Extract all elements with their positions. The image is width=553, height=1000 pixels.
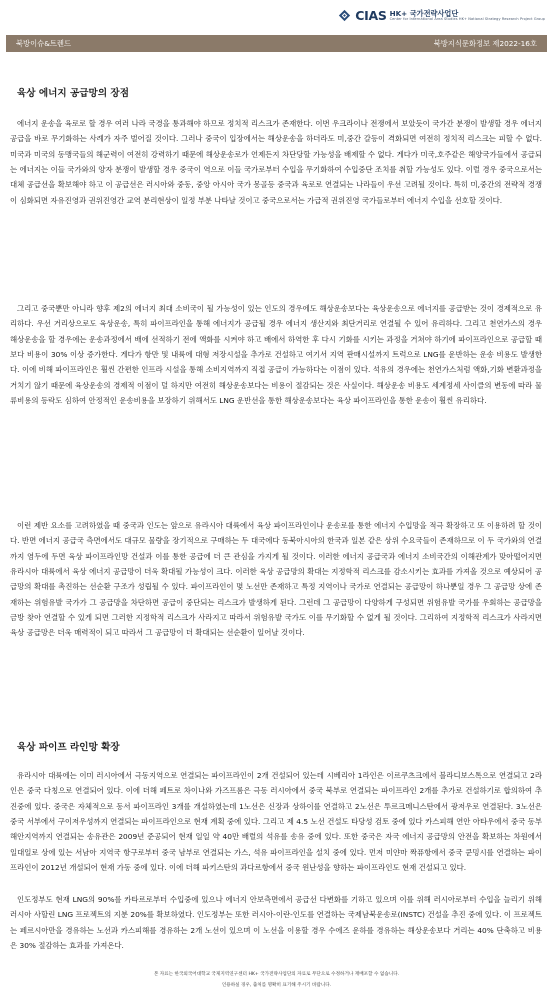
org-name: HK+ 국가전략사업단 (389, 8, 459, 18)
header-logo (337, 8, 545, 23)
issue-number: 북방지식문화정보 제2022-16호 (433, 38, 537, 48)
footer-citation: 인용하실 경우, 출처를 명확히 표기해 주시기 바랍니다. (221, 983, 332, 988)
paragraph-3: 이런 제반 요소를 고려하였을 때 중국과 인도는 앞으로 유라시아 대륙에서 육상 파이프라인이나 운송로를 통한 에너지 수입망을 적극 확장하고 또 이용하려 할 것이다. 반면 에너지 공급국 측면에서도 대규모 물량을 장기적으로 구매하는 두 대국에다 동북아시아의 한국과 일본 같은 상위 수요국들이 존재하므로 이 두 국가와의 연결까지 염두에 두면 육상 파이프라인망 건설과 이를 통한 공급에 더 큰 관심을 가지게 될 것이다. 이러한 에너지 공급국과 에너지 소비국간의 이해관계가 맞아떨어지면 유라시아 대륙에서 육상 에너지 공급망이 더욱 확대될 가능성이 크다. 이러한 육상 공급망의 확대는 지정학적 리스크를 감소시키는 효과를 가져올 것으로 예상되어 공급망의 확대를 촉진하는 선순환 구조가 성립될 수 있다. 파이프라인이 몇 노선만 존재하고 특정 지역이나 국가로 연결되는 공급망이 하나뿐일 경우 그 공급망 상에 존재하는 위험유발 국가가 그 공급망을 차단하면 공급이 중단되는 리스크가 발생하게 된다. 그런데 그 공급망이 다양하게 구성되면 위험유발 국가를 우회하는 공급망을 금방 찾아 연결할 수 있게 되면 그러한 지정학적 리스크가 사라지고 따라서 위험유발 국가도 이를 무기화할 수 없게 될 것이다. 그리하여 지정학적 리스크가 사라지면 육상 공급망은 더욱 매력적이 되고 따라서 그 공급망이 더 확대되는 선순환이 일어날 것이다. (10, 521, 542, 638)
paragraph-2: 그리고 중국뿐만 아니라 향후 제2의 에너지 최대 소비국이 될 가능성이 있는 인도의 경우에도 해상운송보다는 육상운송으로 에너지를 공급받는 것이 경제적으로 유리하다. 우선 거리상으로도 육상운송, 특히 파이프라인을 통해 에너지가 공급될 경우 에너지 생산지와 최단거리로 연결될 수 있어 유리하다. 그리고 천연가스의 경우 해상운송을 할 경우에는 운송과정에서 배에 선적하기 전에 액화를 시켜야 하고 배에서 하역한 후 다시 기화를 시키는 과정을 거쳐야 하기에 파이프라인으로 공급할 때보다 비용이 30% 이상 증가한다. 게다가 항만 및 내륙에 대형 저장시설을 추가로 건설하고 여기서 지역 판매시설까지 트럭으로 LNG를 운반하는 운송 비용도 발생한다. 이에 비해 파이프라인은 훨씬 간편한 인프라 시설을 통해 소비지역까지 직접 공급이 가능하다는 이점이 있다. 석유의 경우에는 천연가스처럼 액화,기화 변환과정을 거치기 않기 때문에 육상운송의 경제적 이점이 덜 하지만 여전히 해상운송보다는 비용이 절감되는 것은 사실이다. 해상운송 비용도 세계정세 사이클의 변동에 따라 물류비용의 등락도 심하여 안정적인 운송비용을 보장하기 위해서도 LNG 운반선을 통한 해상운송보다는 육상 파이프라인을 통한 운송이 훨씬 유리하다. (10, 304, 542, 406)
org-name-en: Center for International Area Studies HK+ National Strategy Research Project Group (389, 16, 545, 21)
paragraph-5: 인도정부도 현재 LNG의 90%를 카타르로부터 수입중에 있으나 에너지 안보측면에서 공급선 다변화를 기하고 있으며 이를 위해 러시아로부터 수입을 늘리기 위해 러시아 사할린 LNG 프로젝트의 지분 20%를 확보하였다. 인도정부는 또한 러시아-이란-인도를 연결하는 국제남북운송로(INSTC) 건설을 추진 중에 있다. 이 프로젝트는 페르시아만을 경유하는 노선과 카스피해를 경유하는 2개 노선이 있으며 이 노선을 이용할 경우 수에즈 운하를 경유하는 해상운송보다 거리는 40% 단축하고 비용은 30% 절감하는 효과를 가져온다. (10, 895, 542, 951)
logo-text: CIAS (355, 8, 387, 23)
footer-notice: 본 자료는 한국외국어대학교 국제지역연구센터 HK+ 국가전략사업단의 자료로 무단으로 수정하거나 재배포할 수 없습니다. (153, 972, 400, 977)
top-bar (6, 35, 547, 52)
paragraph-1: 에너지 운송을 육로로 할 경우 여러 나라 국경을 통과해야 하므로 정치적 리스크가 존재한다. 이번 우크라이나 전쟁에서 보았듯이 국가간 분쟁이 발생할 경우 에너지 공급을 바로 무기화하는 사례가 자주 벌어질 것이다. 그러나 중국이 입장에서는 해상운송을 하더라도 미,중간 갈등이 격화되면 여전히 정치적 리스크는 피할 수 없다. 미국과 미국의 동맹국들의 해군력이 여전히 강력하기 때문에 해상운송로가 언제든지 차단당할 가능성을 배제할 수 없다. 게다가 미국,호주같은 해양국가들에서 공급되는 에너지는 이들 국가와의 양자 분쟁이 발생할 경우 중국이 역으로 이들 국가로부터 수입을 무기화하여 수입중단 조치를 취할 가능성도 있다. 이럴 경우 중국으로서는 대체 공급선을 확보해야 하고 이 공급선은 러시아와 중동, 중앙 아시아 국가 몽골등 중국과 육로로 연결되는 나라들이 우선 고려될 것이다. 특히 미,중간의 전략적 경쟁이 심화되면 자유진영과 권위진영간 교역 분리현상이 일정 부분 나타날 것이고 중국으로서는 가급적 권위진영 국가들로부터 에너지 수입을 선호할 것이다. (10, 119, 542, 205)
paragraph-4: 유라시아 대륙에는 이미 러시아에서 극동지역으로 연결되는 파이프라인이 2개 건설되어 있는데 시베리아 1라인은 이르쿠츠크에서 블라디보스톡으로 연결되고 2라인은 중국 다칭으로 연결되어 있다. 이에 더해 페트로 차이나와 가즈프롬은 극동 러시아에서 중국 북부로 연결되는 파이프라인 2개를 추가로 건설하기로 합의하여 추진중에 있다. 중국은 자체적으로 동서 파이프라인 3개를 개설하였는데 1노선은 신장과 상하이를 연결하고 2노선은 투르크메니스탄에서 광저우로 연결된다. 3노선은 중국 서부에서 구이저우성까지 연결되는 파이프라인으로 현재 계획 중에 있다. 그리고 제 4.5 노선 건설도 타당성 검토 중에 있다 카스피해 연안 아타우에서 중국 동부 해안지역까지 연결되는 송유관은 2009년 준공되어 현재 일일 약 40만 배럴의 석유를 송유 중에 있다. 또한 중국은 자국 에너지 공급망의 안전을 확보하는 차원에서 일대일로 상에 있는 서남아 지역국 항구로부터 중국 남부로 연결되는 가스, 석유 파이프라인을 설치 중에 있다. 먼저 미얀마 짝퓨항에서 중국 쿤밍시를 연결하는 파이프라인이 2012년 개설되어 현재 가동 중에 있다. 이에 더해 파키스탄의 과다르항에서 중국 윈난성을 향하는 파이프라인도 현재 건설되고 있다. (10, 771, 542, 873)
category-label: 북방이슈&트렌드 (16, 38, 72, 48)
footer (0, 969, 553, 991)
section-title-pipeline: 육상 파이프 라인망 확장 (17, 742, 120, 753)
section-title-advantages: 육상 에너지 공급망의 장점 (17, 88, 129, 99)
cias-logo-icon (337, 8, 352, 23)
